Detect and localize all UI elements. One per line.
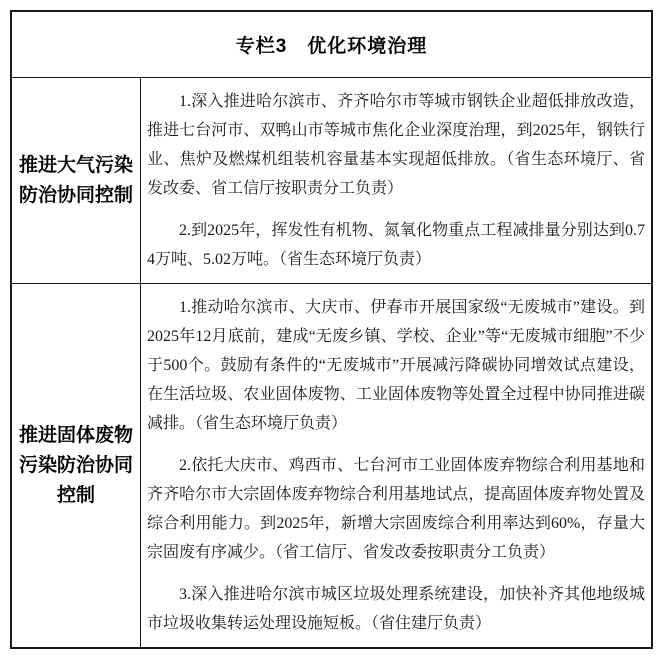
row-content-air-pollution bbox=[141, 78, 651, 283]
table-row-air-pollution bbox=[12, 78, 651, 283]
table-title: 专栏3 优化环境治理 bbox=[12, 12, 651, 78]
paragraph-measure-2: 2.到2025年，挥发性有机物、氮氧化物重点工程减排量分别达到0.74万吨、5.02万吨。（省生态环境厅负责） bbox=[147, 222, 645, 268]
table-row-solid-waste bbox=[12, 283, 651, 647]
paragraph-measure-2: 2.依托大庆市、鸡西市、七台河市工业固体废弃物综合利用基地和齐齐哈尔市大宗固体废弃物综合利用基地试点，提高固体废弃物处置及综合利用能力。到2025年，新增大宗固废综合利用率达到60%，存量大宗固废有序减少。（省工信厅、省发改委按职责分工负责） bbox=[147, 457, 645, 561]
paragraph-measure-3: 3.深入推进哈尔滨市城区垃圾处理系统建设，加快补齐其他地级城市垃圾收集转运处理设施短板。（省住建厅负责） bbox=[147, 586, 645, 632]
policy-table bbox=[10, 10, 653, 649]
row-label-solid-waste: 推进固体废物污染防治协同控制 bbox=[12, 284, 141, 647]
row-label-air-pollution: 推进大气污染防治协同控制 bbox=[12, 78, 141, 283]
paragraph-measure-1: 1.推动哈尔滨市、大庆市、伊春市开展国家级“无废城市”建设。到2025年12月底前，建成“无废乡镇、学校、企业”等“无废城市细胞”不少于500个。鼓励有条件的“无废城市”开展减污降碳协同增效试点建设，在生活垃圾、农业固体废物、工业固体废物等处置全过程中协同推进碳减排。（省生态环境厅负责） bbox=[147, 299, 645, 432]
paragraph-measure-1: 1.深入推进哈尔滨市、齐齐哈尔市等城市钢铁企业超低排放改造，推进七台河市、双鸭山市等城市焦化企业深度治理，到2025年，钢铁行业、焦炉及燃煤机组装机容量基本实现超低排放。（省生态环境厅、省发改委、省工信厅按职责分工负责） bbox=[147, 93, 645, 197]
row-content-solid-waste bbox=[141, 284, 651, 647]
